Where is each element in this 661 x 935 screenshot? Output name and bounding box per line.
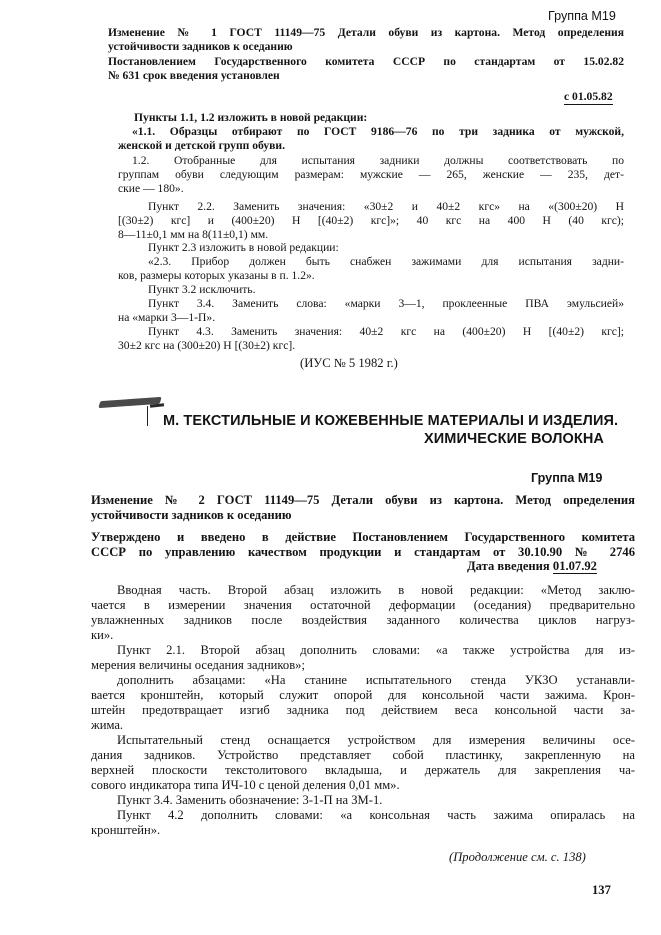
section-heading-line2: ХИМИЧЕСКИЕ ВОЛОКНА (424, 431, 604, 447)
p34-line: Пункт 3.4. Заменить слова: «марки 3—1, проклеенные ПВА эмульсией» (148, 297, 624, 310)
p12-line: группам обуви следующим размерам: мужские — 265, женские — 235, дет- (118, 168, 624, 181)
amendment2-title-line: устойчивости задников к оседанию (91, 508, 292, 522)
amendment1-decree-line: № 631 срок введения установлен (108, 69, 280, 82)
amendment2-p42 (91, 808, 635, 838)
amendment2-p21-add (91, 673, 635, 733)
amendment1-title-line: устойчивости задников к оседанию (108, 40, 293, 53)
amendment1-p23: Пункт 2.3 изложить в новой редакции: (148, 241, 339, 254)
amendment1-p23-text (118, 255, 624, 283)
p12-line: ские — 180». (118, 182, 184, 195)
continuation-note: (Продолжение см. с. 138) (449, 850, 586, 864)
amendment2-effective-date (467, 559, 597, 574)
amendment2-stand (91, 733, 635, 793)
p22-line: 8—11±0,1 мм на 8(11±0,1) мм. (118, 228, 269, 241)
amendment2-p21 (91, 643, 635, 673)
stand-line: дания задников. Устройство представляет собой пластинку, закрепленную на (91, 748, 635, 762)
intro-line: Вводная часть. Второй абзац изложить в новой редакции: «Метод заклю- (117, 583, 635, 597)
p43-line: Пункт 4.3. Заменить значения: 40±2 кгс на (400±20) Н [(40±2) кгс]; (148, 325, 624, 338)
group-label-top: Группа М19 (548, 9, 616, 23)
amendment2-approved-line: Утверждено и введено в действие Постановлением Государственного комитета (91, 530, 635, 544)
p34-line: на «марки 3—1-П». (118, 311, 216, 324)
p11-line: «1.1. Образцы отбирают по ГОСТ 9186—76 по три задника от мужской, (132, 125, 624, 138)
p23-line: ков, размеры которых указаны в п. 1.2». (118, 269, 315, 282)
amendment1-decree-line: Постановлением Государственного комитета СССР по стандартам от 15.02.82 (108, 55, 624, 68)
amendment2-title-line: Изменение № 2 ГОСТ 11149—75 Детали обуви из картона. Метод определения (91, 493, 635, 507)
stand-line: верхней плоскости текстолитового вкладыша, и держатель для закрепления ча- (91, 763, 635, 777)
p21-add-line: жима. (91, 718, 124, 732)
date-label: Дата введения (467, 559, 553, 573)
amendment1-p32: Пункт 3.2 исключить. (148, 283, 256, 296)
amendment2-date-text (467, 559, 597, 574)
stand-line: Испытательный стенд оснащается устройством для измерения величины осе- (117, 733, 635, 747)
p23-line: «2.3. Прибор должен быть снабжен зажимами для испытания задни- (148, 255, 624, 268)
amendment1-effective-date: с 01.05.82 (564, 90, 613, 103)
stand-line: сового индикатора типа ИЧ-10 с ценой деления 0,01 мм». (91, 778, 400, 792)
amendment2-intro (91, 583, 635, 643)
amendment1-p43 (118, 325, 624, 353)
amendment1-p22 (118, 200, 624, 242)
p22-line: Пункт 2.2. Заменить значения: «30±2 и 40±2 кгс» на «(300±20) Н (148, 200, 624, 213)
p42-line: кронштейн». (91, 823, 161, 837)
amendment1-title-line: Изменение № 1 ГОСТ 11149—75 Детали обуви из картона. Метод определения (108, 26, 624, 39)
p43-line: 30±2 кгс на (300±20) Н [(30±2) кгс]. (118, 339, 296, 352)
amendment2-approved (91, 530, 635, 560)
page-number: 137 (592, 883, 611, 897)
p21-line: Пункт 2.1. Второй абзац дополнить словами: «а также устройства для из- (117, 643, 635, 657)
amendment2-p34: Пункт 3.4. Заменить обозначение: 3-1-П на ЗМ-1. (117, 793, 383, 807)
p21-add-line: штейн предотвращает изгиб задника под действием веса консольной части за- (91, 703, 635, 717)
amendment1-title (108, 26, 624, 54)
amendment2-approved-line: СССР по управлению качеством продукции и стандартам от 30.10.90 № 2746 (91, 545, 635, 559)
date-value: 01.07.92 (552, 559, 597, 573)
p12-line: 1.2. Отобранные для испытания задники должны соответствовать по (132, 154, 624, 167)
p42-line: Пункт 4.2 дополнить словами: «а консольная часть зажима опиралась на (117, 808, 635, 822)
amendment2-title (91, 493, 635, 523)
amendment1-intro: Пункты 1.1, 1.2 изложить в новой редакции: (134, 111, 368, 124)
scan-mark (147, 406, 148, 426)
p21-line: мерения величины оседания задников»; (91, 658, 305, 672)
p22-line: [(30±2) кгс] и (400±20) Н [(40±2) кгс]»; 40 кгс на 400 Н (40 кгс); (118, 214, 624, 227)
section-heading-line1: М. ТЕКСТИЛЬНЫЕ И КОЖЕВЕННЫЕ МАТЕРИАЛЫ И ИЗДЕЛИЯ. (163, 413, 619, 429)
amendment1-p34 (118, 297, 624, 325)
amendment1-decree (108, 55, 624, 83)
p21-add-line: вается кронштейн, который служит опорой для консольной части зажима. Крон- (91, 688, 635, 702)
p21-add-line: дополнить абзацами: «На станине испытательного стенда УКЗО устанавли- (117, 673, 635, 687)
p11-line: женской и детской групп обуви. (118, 139, 286, 152)
amendment1-p11 (118, 125, 624, 153)
ius-reference: (ИУС № 5 1982 г.) (300, 356, 398, 370)
intro-line: чается в измерении значения остаточной деформации (оседания) предварительно (91, 598, 635, 612)
intro-line: увлажненных задников после воздействия заданного количества циклов нагруз- (91, 613, 635, 627)
scan-smudge (150, 403, 164, 407)
group-label-section: Группа М19 (531, 471, 603, 485)
intro-line: ки». (91, 628, 114, 642)
amendment1-p12 (118, 154, 624, 196)
